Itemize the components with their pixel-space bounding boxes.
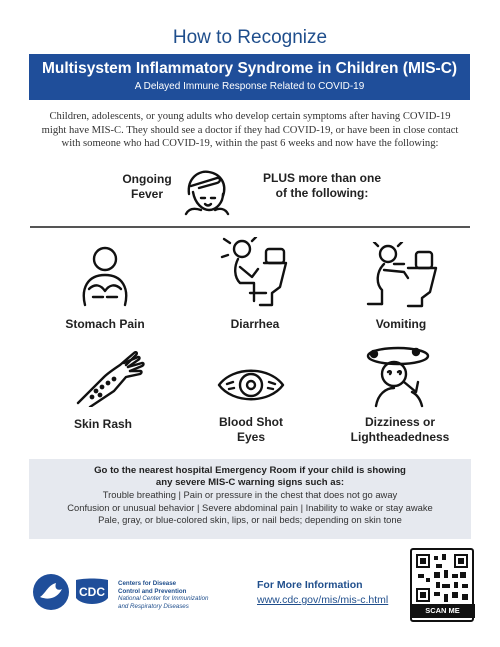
warning-signs-line: Confusion or unusual behavior | Severe abdominal pain | Inability to wake or stay awake (67, 501, 433, 513)
cdc-name-line: and Respiratory Diseases (118, 602, 189, 610)
warning-title-line: any severe MIS-C warning signs such as: (155, 477, 345, 488)
title-banner (29, 54, 470, 100)
symptom-label-line: Eyes (236, 430, 266, 444)
subtitle: A Delayed Immune Response Related to COVID-19 (134, 81, 365, 92)
warning-signs-line: Trouble breathing | Pain or pressure in the chest that does not go away (102, 489, 398, 500)
warning-title-line: Go to the nearest hospital Emergency Room if your child is showing (94, 465, 406, 476)
plus-label-line: of the following: (275, 186, 369, 200)
fever-label-line: Fever (130, 187, 164, 201)
kicker-title: How to Recognize (172, 27, 328, 48)
warning-title (29, 465, 471, 489)
symptom-label: Diarrhea (230, 317, 280, 331)
intro-line: with someone who had COVID-19, within the past 6 weeks and now have the following: (61, 138, 439, 150)
cdc-name-line: National Center for Immunization (118, 595, 209, 602)
bloodshot-eye-icon (215, 362, 287, 408)
fever-label-line: Ongoing (122, 172, 172, 186)
scan-me-label: SCAN ME (410, 604, 475, 618)
intro-line: Children, adolescents, or young adults who develop certain symptoms after having COVID-19 (49, 111, 451, 122)
warning-signs-line: Pale, gray, or blue-colored skin, lips, or nail beds; depending on skin tone (98, 514, 402, 525)
cdc-name-line: Centers for Disease (118, 580, 177, 587)
warning-box (29, 459, 471, 539)
dizziness-icon (364, 344, 432, 408)
fever-head-icon (181, 164, 233, 216)
intro-line: might have MIS-C. They should see a doctor if they had COVID-19, or have been in close contact (41, 124, 459, 136)
symptom-label (186, 415, 316, 445)
intro-paragraph (33, 110, 467, 151)
symptom-label-line: Blood Shot (219, 415, 283, 429)
cdc-agency-name (118, 580, 208, 610)
cdc-logo (72, 576, 112, 610)
cdc-logo-text: CDC (79, 585, 105, 599)
main-title: Multisystem Inflammatory Syndrome in Children (MIS-C) (41, 60, 458, 77)
stomach-pain-icon (75, 245, 135, 311)
fever-label (112, 172, 182, 202)
symptom-label: Stomach Pain (65, 317, 145, 331)
symptom-label-line: Dizziness or (364, 415, 436, 429)
more-info-link[interactable]: www.cdc.gov/mis/mis-c.html (257, 594, 389, 606)
more-info-label: For More Information (257, 579, 363, 591)
section-divider (30, 226, 470, 228)
symptom-label: Skin Rash (73, 417, 133, 431)
qr-pattern (414, 552, 470, 604)
symptom-label (335, 415, 465, 445)
hhs-eagle-logo (32, 573, 70, 611)
symptom-label-line: Lightheadedness (350, 430, 450, 444)
symptom-label: Vomiting (375, 317, 427, 331)
plus-label (262, 171, 382, 201)
vomiting-icon (358, 242, 438, 310)
cdc-name-line: Control and Prevention (118, 587, 187, 595)
plus-label-line: PLUS more than one (262, 171, 381, 185)
diarrhea-icon (220, 237, 290, 309)
skin-rash-icon (74, 347, 150, 407)
